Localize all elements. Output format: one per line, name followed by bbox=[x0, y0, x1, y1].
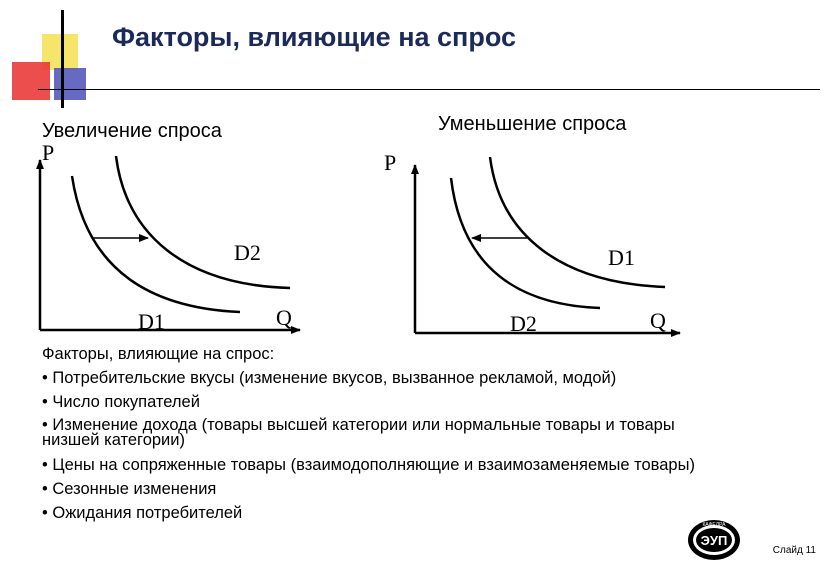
page-title: Факторы, влияющие на спрос bbox=[112, 22, 516, 52]
left-curve-outer bbox=[116, 156, 290, 288]
factor-item-line: низшей категории) bbox=[42, 431, 185, 449]
right-curve-inner bbox=[451, 178, 600, 308]
right-curve-label-inner: D2 bbox=[510, 311, 537, 336]
factor-item: • Число покупателей bbox=[42, 393, 200, 411]
right-curve-label-outer: D1 bbox=[608, 245, 635, 270]
right-panel-heading: Уменьшение спроса bbox=[438, 113, 627, 135]
right-axis-q-label: Q bbox=[650, 308, 666, 333]
factor-item: • Ожидания потребителей bbox=[42, 504, 243, 522]
factors-list bbox=[42, 342, 695, 525]
factors-intro: Факторы, влияющие на спрос: bbox=[42, 345, 275, 363]
factor-item-income bbox=[42, 418, 695, 448]
factor-item: • Потребительские вкусы (изменение вкусов, вызванное рекламой, модой) bbox=[42, 369, 617, 387]
left-curve-inner bbox=[72, 176, 240, 312]
factor-item-line: • Изменение дохода (товары высшей категории или нормальные товары и товары bbox=[42, 416, 675, 434]
left-panel-heading: Увеличение спроса bbox=[42, 120, 222, 142]
logo-text: ЭУП bbox=[700, 533, 728, 548]
left-axis-q-label: Q bbox=[276, 305, 292, 330]
factor-item: • Цены на сопряженные товары (взаимодополняющие и взаимозаменяемые товары) bbox=[42, 456, 695, 474]
department-logo bbox=[686, 518, 742, 562]
left-curve-label-inner: D1 bbox=[138, 309, 165, 334]
right-curve-outer bbox=[490, 157, 665, 287]
slide-number: Слайд 11 bbox=[772, 545, 816, 556]
left-curve-label-outer: D2 bbox=[234, 240, 261, 265]
factor-item: • Сезонные изменения bbox=[42, 480, 217, 498]
logo-arc-text: КАФЕДРА bbox=[702, 522, 726, 528]
right-axis-p-label: P bbox=[384, 150, 397, 175]
left-axis-p-label: P bbox=[42, 140, 55, 165]
